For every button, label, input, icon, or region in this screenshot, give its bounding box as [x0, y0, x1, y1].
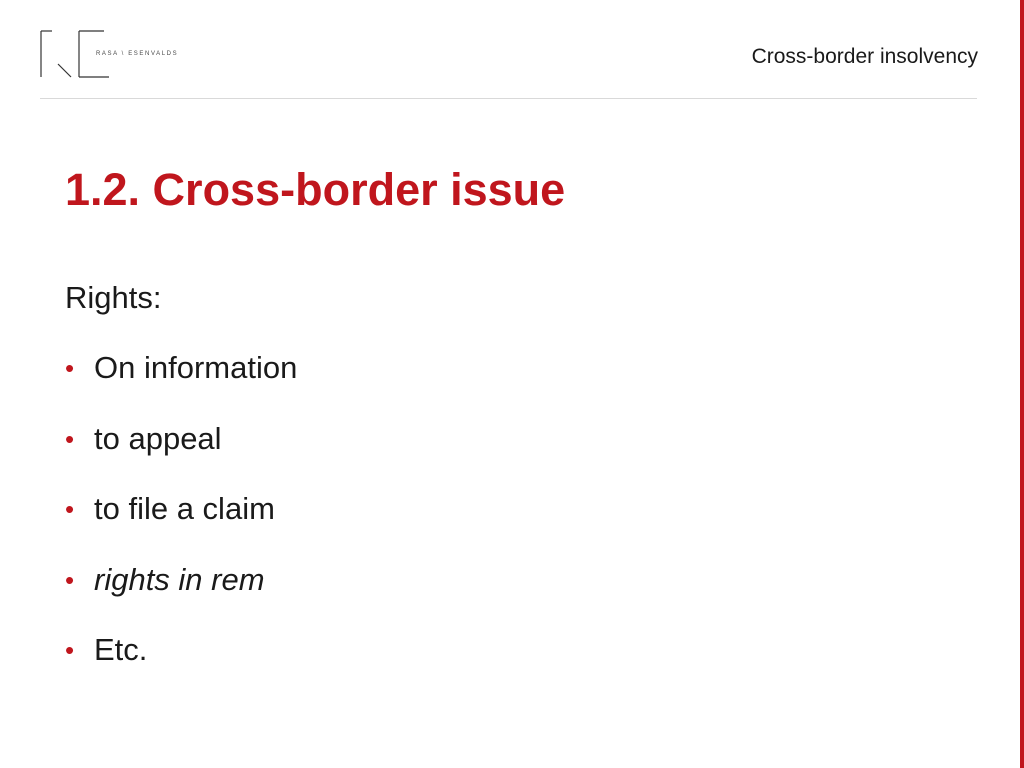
header-divider — [40, 98, 977, 99]
bullet-text: to appeal — [94, 420, 222, 456]
bullet-text: On information — [94, 350, 298, 385]
right-accent-bar — [1020, 0, 1024, 768]
bullet-item — [65, 346, 297, 417]
brand-logo-text: RASA \ ESENVALDS — [96, 51, 179, 57]
bullet-list — [65, 346, 297, 699]
brand-logo — [40, 30, 179, 78]
bullet-item — [65, 628, 297, 699]
bullet-icon: • — [65, 564, 75, 595]
slide-title: 1.2. Cross-border issue — [65, 164, 566, 215]
bullet-icon: • — [65, 635, 75, 665]
bullet-text: to file a claim — [94, 491, 275, 526]
intro-text: Rights: — [65, 280, 162, 315]
bullet-text: rights in rem — [94, 561, 265, 597]
bullet-item — [65, 417, 297, 488]
bullet-item — [65, 487, 297, 558]
bullet-text: Etc. — [94, 632, 148, 667]
bullet-item — [65, 558, 297, 629]
bullet-icon: • — [65, 353, 75, 383]
header-title: Cross-border insolvency — [751, 45, 978, 68]
bullet-icon: • — [65, 494, 75, 524]
bullet-icon: • — [65, 423, 75, 454]
